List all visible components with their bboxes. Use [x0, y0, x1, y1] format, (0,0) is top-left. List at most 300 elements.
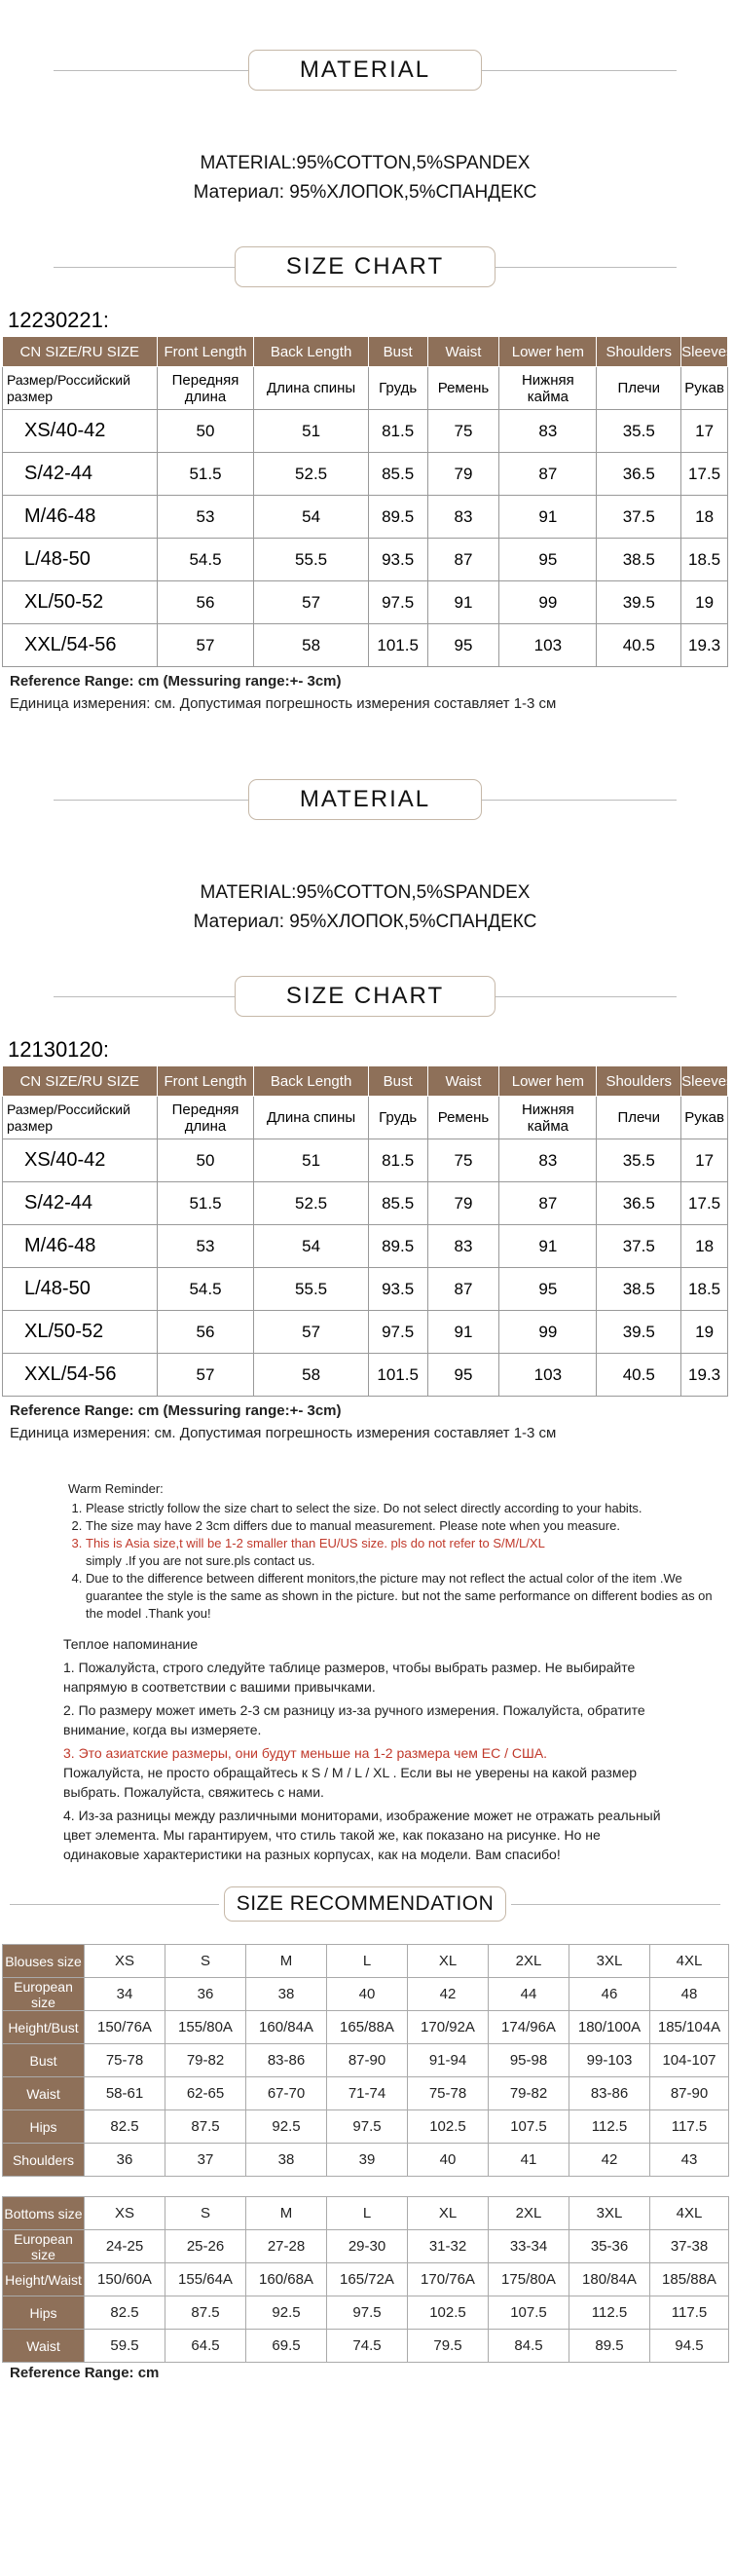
table-cell: 2XL [489, 1945, 569, 1978]
warm-reminder-ru [0, 1634, 730, 1864]
column-header: Lower hem [499, 1066, 597, 1097]
table-cell: 39 [327, 2144, 408, 2177]
table-cell: 95 [499, 539, 597, 581]
table-cell: 58-61 [85, 2077, 165, 2110]
table-cell: 79-82 [489, 2077, 569, 2110]
ru-column-header: Передняя длина [157, 1097, 254, 1139]
table-ru-header-row [3, 1097, 728, 1139]
ru-column-header: Ремень [427, 367, 499, 410]
table-cell: 150/76A [85, 2011, 165, 2044]
table-cell: 53 [157, 1225, 254, 1268]
row-header: Blouses size [3, 1945, 85, 1978]
table-cell: 51 [254, 1139, 368, 1182]
table-cell: 57 [157, 624, 254, 667]
product-code: 12230221: [8, 308, 109, 332]
table-row [3, 1268, 728, 1311]
row-header: Waist [3, 2330, 85, 2363]
table-cell: 91 [427, 1311, 499, 1354]
row-header: Shoulders [3, 2144, 85, 2177]
table-cell: 35.5 [597, 1139, 681, 1182]
table-cell: 112.5 [569, 2296, 650, 2330]
table-cell: 36.5 [597, 453, 681, 496]
divider [511, 1904, 720, 1905]
table-cell: 87-90 [327, 2044, 408, 2077]
table-row [3, 496, 728, 539]
table-cell: 2XL [489, 2197, 569, 2230]
table-cell: 53 [157, 496, 254, 539]
table-cell: 62-65 [165, 2077, 246, 2110]
table-cell: 33-34 [489, 2230, 569, 2263]
material-info [0, 149, 730, 207]
ru-column-header: Длина спины [254, 367, 368, 410]
table-cell: 58 [254, 1354, 368, 1397]
ru-column-header: Нижняя кайма [499, 367, 597, 410]
table-row [3, 1225, 728, 1268]
table-cell: 95-98 [489, 2044, 569, 2077]
row-header: Hips [3, 2110, 85, 2144]
table-cell: 83-86 [569, 2077, 650, 2110]
ru-column-header: Рукав [681, 367, 728, 410]
ru-column-header: Размер/Российский размер [3, 367, 158, 410]
table-cell: L [327, 1945, 408, 1978]
warm-reminder-ru-item: 2. По размеру может иметь 2-3 см разницу из-за ручного измерения. Пожалуйста, обратите внимание, когда вы измеряете. [63, 1702, 645, 1737]
table-cell: 84.5 [489, 2330, 569, 2363]
table-cell: 155/80A [165, 2011, 246, 2044]
table-cell: 102.5 [408, 2296, 489, 2330]
table-cell: 52.5 [254, 453, 368, 496]
warm-reminder-ru-item: 1. Пожалуйста, строго следуйте таблице размеров, чтобы выбрать размер. Не выбирайте напрямую в соответствии с вашими привычками. [63, 1660, 636, 1695]
row-header: Bust [3, 2044, 85, 2077]
size-label: S/42-44 [3, 453, 158, 496]
table-cell: 85.5 [368, 1182, 427, 1225]
table-cell: 107.5 [489, 2110, 569, 2144]
table-cell: 92.5 [246, 2110, 327, 2144]
table-cell: 57 [157, 1354, 254, 1397]
material-ru: Материал: 95%ХЛОПОК,5%СПАНДЕКС [193, 912, 537, 932]
size-chart-title: SIZE CHART [235, 976, 495, 1017]
table-cell: 112.5 [569, 2110, 650, 2144]
table-cell: 56 [157, 581, 254, 624]
table-cell: 39.5 [597, 581, 681, 624]
divider [54, 800, 277, 801]
table-cell: S [165, 1945, 246, 1978]
material-banner [0, 46, 730, 94]
warm-reminder-ru-title: Теплое напоминание [63, 1636, 199, 1652]
divider [453, 70, 677, 71]
size-label: M/46-48 [3, 496, 158, 539]
table-cell: 24-25 [85, 2230, 165, 2263]
table-cell: XS [85, 2197, 165, 2230]
table-cell: 79.5 [408, 2330, 489, 2363]
table-cell: 40.5 [597, 1354, 681, 1397]
table-cell: 19.3 [681, 624, 728, 667]
column-header: Back Length [254, 1066, 368, 1097]
column-header: Bust [368, 337, 427, 367]
size-label: XXL/54-56 [3, 1354, 158, 1397]
table-cell: 50 [157, 1139, 254, 1182]
table-cell: 85.5 [368, 453, 427, 496]
row-header: Height/Waist [3, 2263, 85, 2296]
table-cell: 64.5 [165, 2330, 246, 2363]
table-cell: 36 [85, 2144, 165, 2177]
size-label: XS/40-42 [3, 410, 158, 453]
warm-reminder-ru-item: Пожалуйста, не просто обращайтесь к S / M / L / XL . Если вы не уверены на какой размер выбрать. Пожалуйста, свяжитесь с нами. [63, 1765, 638, 1800]
table-cell: 37.5 [597, 1225, 681, 1268]
table-row [3, 2230, 729, 2263]
table-cell: 92.5 [246, 2296, 327, 2330]
table-cell: 103 [499, 1354, 597, 1397]
table-cell: 75-78 [408, 2077, 489, 2110]
table-cell: 42 [408, 1978, 489, 2011]
divider [453, 800, 677, 801]
table-cell: 36.5 [597, 1182, 681, 1225]
table-cell: 99-103 [569, 2044, 650, 2077]
warm-reminder-ru-item-red: 3. Это азиатские размеры, они будут меньше на 1-2 размера чем EC / США. [63, 1745, 548, 1761]
warm-reminder-title: Warm Reminder: [68, 1481, 164, 1496]
warm-reminder-item-cont: simply .If you are not sure.pls contact us. [86, 1553, 315, 1568]
table-cell: 36 [165, 1978, 246, 2011]
table-row [3, 2044, 729, 2077]
material-en: MATERIAL:95%COTTON,5%SPANDEX [200, 153, 531, 173]
ru-column-header: Длина спины [254, 1097, 368, 1139]
table-cell: 87 [499, 1182, 597, 1225]
table-row [3, 1139, 728, 1182]
table-cell: 27-28 [246, 2230, 327, 2263]
table-cell: 18 [681, 496, 728, 539]
table-cell: 91-94 [408, 2044, 489, 2077]
table-cell: 38 [246, 2144, 327, 2177]
table-row [3, 2330, 729, 2363]
table-cell: 170/76A [408, 2263, 489, 2296]
material-ru: Материал: 95%ХЛОПОК,5%СПАНДЕКС [193, 182, 537, 203]
table-cell: 180/84A [569, 2263, 650, 2296]
table-cell: 75 [427, 1139, 499, 1182]
table-cell: 89.5 [569, 2330, 650, 2363]
table-row [3, 1182, 728, 1225]
material-info [0, 878, 730, 937]
table-cell: 55.5 [254, 539, 368, 581]
table-row [3, 1311, 728, 1354]
blouses-size-table [2, 1944, 729, 2177]
table-cell: 75-78 [85, 2044, 165, 2077]
table-cell: 57 [254, 581, 368, 624]
size-recommendation-title: SIZE RECOMMENDATION [224, 1886, 507, 1922]
table-row [3, 2144, 729, 2177]
table-cell: 18.5 [681, 1268, 728, 1311]
table-cell: 37-38 [650, 2230, 729, 2263]
column-header: Bust [368, 1066, 427, 1097]
table-cell: 42 [569, 2144, 650, 2177]
table-cell: 91 [499, 496, 597, 539]
ru-column-header: Грудь [368, 1097, 427, 1139]
table-row [3, 624, 728, 667]
table-cell: 165/88A [327, 2011, 408, 2044]
table-cell: 79 [427, 1182, 499, 1225]
column-header: Sleeves [681, 337, 728, 367]
column-header: Front Length [157, 1066, 254, 1097]
table-row [3, 1354, 728, 1397]
size-label: L/48-50 [3, 1268, 158, 1311]
size-chart-table [2, 336, 734, 667]
table-cell: 18 [681, 1225, 728, 1268]
material-banner [0, 775, 730, 824]
table-cell: 103 [499, 624, 597, 667]
table-cell: 35.5 [597, 410, 681, 453]
material-en: MATERIAL:95%COTTON,5%SPANDEX [200, 882, 531, 903]
table-cell: 185/104A [650, 2011, 729, 2044]
table-cell: 101.5 [368, 624, 427, 667]
table-cell: 82.5 [85, 2110, 165, 2144]
table-cell: 71-74 [327, 2077, 408, 2110]
table-row [3, 1978, 729, 2011]
table-cell: 4XL [650, 2197, 729, 2230]
table-ru-header-row [3, 367, 728, 410]
material-title: MATERIAL [248, 779, 482, 820]
table-cell: 185/88A [650, 2263, 729, 2296]
column-header: Back Length [254, 337, 368, 367]
table-cell: 165/72A [327, 2263, 408, 2296]
table-cell: 46 [569, 1978, 650, 2011]
ru-column-header: Размер/Российский размер [3, 1097, 158, 1139]
warm-reminder-item: 2. The size may have 2 3cm differs due to manual measurement. Please note when you measure. [86, 1517, 730, 1535]
table-row [3, 2197, 729, 2230]
table-cell: 180/100A [569, 2011, 650, 2044]
column-header: Waist [427, 337, 499, 367]
table-cell: 52.5 [254, 1182, 368, 1225]
table-cell: 99 [499, 1311, 597, 1354]
table-cell: 29-30 [327, 2230, 408, 2263]
table-cell: 34 [85, 1978, 165, 2011]
table-cell: 87.5 [165, 2296, 246, 2330]
table-cell: 57 [254, 1311, 368, 1354]
table-cell: 87 [499, 453, 597, 496]
table-cell: 48 [650, 1978, 729, 2011]
table-cell: 107.5 [489, 2296, 569, 2330]
table-cell: 95 [427, 1354, 499, 1397]
table-cell: 58 [254, 624, 368, 667]
table-cell: 38 [246, 1978, 327, 2011]
size-label: S/42-44 [3, 1182, 158, 1225]
table-cell: 38.5 [597, 539, 681, 581]
size-label: XXL/54-56 [3, 624, 158, 667]
table-cell: 43 [650, 2144, 729, 2177]
divider [10, 1904, 219, 1905]
table-header-row [3, 337, 728, 367]
column-header: CN SIZE/RU SIZE [3, 1066, 158, 1097]
table-cell: 19 [681, 581, 728, 624]
table-cell: 50 [157, 410, 254, 453]
table-cell: 94.5 [650, 2330, 729, 2363]
size-label: XL/50-52 [3, 1311, 158, 1354]
ru-column-header: Плечи [597, 1097, 681, 1139]
reference-range: Reference Range: cm (Messuring range:+- 3cm) [10, 1402, 342, 1419]
warm-reminder-item: 3. This is Asia size,t will be 1-2 smaller than EU/US size. pls do not refer to S/M/L/XL [86, 1535, 730, 1552]
table-cell: 37.5 [597, 496, 681, 539]
table-cell: 97.5 [327, 2110, 408, 2144]
warm-reminder-item: 1. Please strictly follow the size chart to select the size. Do not select directly according to your habits. [86, 1500, 730, 1517]
warm-reminder [0, 1480, 730, 1623]
table-cell: XL [408, 2197, 489, 2230]
table-cell: 87.5 [165, 2110, 246, 2144]
table-cell: 38.5 [597, 1268, 681, 1311]
table-cell: 3XL [569, 1945, 650, 1978]
table-cell: 81.5 [368, 410, 427, 453]
table-cell: 18.5 [681, 539, 728, 581]
size-chart-title: SIZE CHART [235, 246, 495, 287]
row-header: Waist [3, 2077, 85, 2110]
table-cell: 40 [327, 1978, 408, 2011]
table-cell: 81.5 [368, 1139, 427, 1182]
table-cell: 97.5 [368, 1311, 427, 1354]
reference-range-ru: Единица измерения: см. Допустимая погрешность измерения составляет 1-3 см [10, 1425, 557, 1441]
table-row [3, 581, 728, 624]
table-cell: 17.5 [681, 1182, 728, 1225]
table-cell: 75 [427, 410, 499, 453]
table-cell: 170/92A [408, 2011, 489, 2044]
table-cell: 82.5 [85, 2296, 165, 2330]
table-cell: 95 [499, 1268, 597, 1311]
table-cell: 91 [427, 581, 499, 624]
table-row [3, 2296, 729, 2330]
column-header: Waist [427, 1066, 499, 1097]
table-cell: 99 [499, 581, 597, 624]
table-cell: 83 [427, 1225, 499, 1268]
table-cell: 4XL [650, 1945, 729, 1978]
table-cell: 79-82 [165, 2044, 246, 2077]
table-cell: 89.5 [368, 1225, 427, 1268]
table-cell: 19.3 [681, 1354, 728, 1397]
material-title: MATERIAL [248, 50, 482, 91]
table-cell: 83 [499, 1139, 597, 1182]
table-cell: 19 [681, 1311, 728, 1354]
table-cell: 17 [681, 410, 728, 453]
table-cell: 155/64A [165, 2263, 246, 2296]
ru-column-header: Нижняя кайма [499, 1097, 597, 1139]
table-row [3, 539, 728, 581]
table-cell: 117.5 [650, 2110, 729, 2144]
table-cell: 83 [427, 496, 499, 539]
column-header: Shoulders [597, 1066, 681, 1097]
table-cell: XS [85, 1945, 165, 1978]
table-cell: L [327, 2197, 408, 2230]
column-header: Sleeves [681, 1066, 728, 1097]
table-cell: 44 [489, 1978, 569, 2011]
table-cell: 91 [499, 1225, 597, 1268]
table-row [3, 2077, 729, 2110]
size-label: XS/40-42 [3, 1139, 158, 1182]
table-cell: 17 [681, 1139, 728, 1182]
table-row [3, 410, 728, 453]
table-cell: 40.5 [597, 624, 681, 667]
size-chart-banner [0, 243, 730, 291]
table-cell: 79 [427, 453, 499, 496]
table-cell: 87-90 [650, 2077, 729, 2110]
table-cell: 40 [408, 2144, 489, 2177]
table-cell: 69.5 [246, 2330, 327, 2363]
table-cell: 95 [427, 624, 499, 667]
table-cell: 3XL [569, 2197, 650, 2230]
table-cell: 160/84A [246, 2011, 327, 2044]
row-header: Hips [3, 2296, 85, 2330]
table-cell: 35-36 [569, 2230, 650, 2263]
table-cell: 37 [165, 2144, 246, 2177]
row-header: Bottoms size [3, 2197, 85, 2230]
table-cell: 102.5 [408, 2110, 489, 2144]
table-row [3, 2263, 729, 2296]
table-cell: XL [408, 1945, 489, 1978]
table-cell: 54.5 [157, 539, 254, 581]
ru-column-header: Передняя длина [157, 367, 254, 410]
row-header: European size [3, 2230, 85, 2263]
size-label: XL/50-52 [3, 581, 158, 624]
table-cell: 51.5 [157, 453, 254, 496]
row-header: European size [3, 1978, 85, 2011]
table-cell: 104-107 [650, 2044, 729, 2077]
table-cell: 175/80A [489, 2263, 569, 2296]
table-cell: 93.5 [368, 1268, 427, 1311]
product-code: 12130120: [8, 1037, 109, 1062]
table-cell: 87 [427, 539, 499, 581]
column-header: CN SIZE/RU SIZE [3, 337, 158, 367]
table-cell: 89.5 [368, 496, 427, 539]
table-cell: 51 [254, 410, 368, 453]
warm-reminder-item: 4. Due to the difference between different monitors,the picture may not reflect the actual color of the item .We guarantee the style is the same as shown in the picture. but not the same performance on different bodies as on the model .Thank you! [86, 1570, 730, 1623]
divider [54, 70, 277, 71]
ru-column-header: Грудь [368, 367, 427, 410]
table-cell: 54 [254, 496, 368, 539]
reference-range: Reference Range: cm (Messuring range:+- 3cm) [10, 673, 342, 690]
table-cell: M [246, 2197, 327, 2230]
table-cell: 17.5 [681, 453, 728, 496]
size-chart-table [2, 1065, 734, 1397]
table-cell: 55.5 [254, 1268, 368, 1311]
table-cell: 41 [489, 2144, 569, 2177]
column-header: Front Length [157, 337, 254, 367]
table-cell: 59.5 [85, 2330, 165, 2363]
table-cell: 54 [254, 1225, 368, 1268]
column-header: Shoulders [597, 337, 681, 367]
table-cell: 74.5 [327, 2330, 408, 2363]
table-cell: 87 [427, 1268, 499, 1311]
table-cell: 97.5 [368, 581, 427, 624]
table-cell: 31-32 [408, 2230, 489, 2263]
table-cell: 56 [157, 1311, 254, 1354]
table-cell: 97.5 [327, 2296, 408, 2330]
table-cell: S [165, 2197, 246, 2230]
table-cell: 39.5 [597, 1311, 681, 1354]
table-row [3, 2110, 729, 2144]
ru-column-header: Плечи [597, 367, 681, 410]
table-cell: 25-26 [165, 2230, 246, 2263]
table-cell: 83-86 [246, 2044, 327, 2077]
rec-reference-range: Reference Range: cm [10, 2365, 160, 2381]
table-row [3, 2011, 729, 2044]
table-cell: 101.5 [368, 1354, 427, 1397]
size-chart-banner [0, 972, 730, 1021]
row-header: Height/Bust [3, 2011, 85, 2044]
size-label: M/46-48 [3, 1225, 158, 1268]
warm-reminder-ru-item: 4. Из-за разницы между различными мониторами, изображение может не отражать реальный цвет элемента. Мы гарантируем, что стиль такой же, как показано на рисунке. Но не одинаковые характеристики на разных корпусах, как на модели. Вам спасибо! [63, 1808, 661, 1862]
reference-range-ru: Единица измерения: см. Допустимая погрешность измерения составляет 1-3 см [10, 695, 557, 712]
table-row [3, 1945, 729, 1978]
table-cell: 150/60A [85, 2263, 165, 2296]
ru-column-header: Рукав [681, 1097, 728, 1139]
table-cell: 51.5 [157, 1182, 254, 1225]
table-cell: 83 [499, 410, 597, 453]
table-header-row [3, 1066, 728, 1097]
ru-column-header: Ремень [427, 1097, 499, 1139]
table-row [3, 453, 728, 496]
